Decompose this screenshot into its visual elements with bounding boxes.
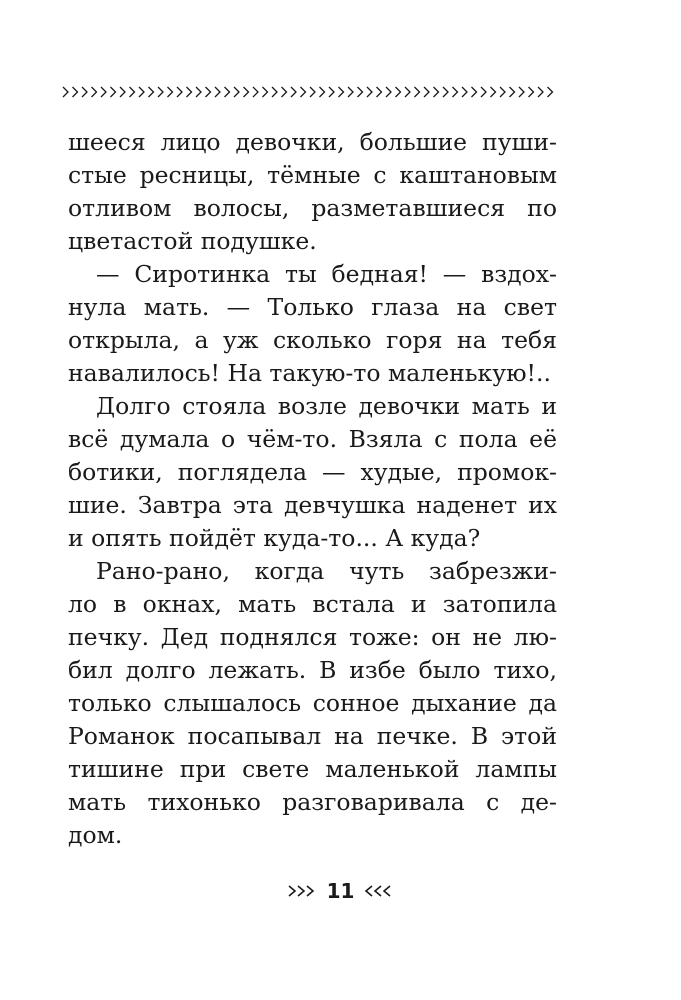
ornament-chevron xyxy=(339,87,344,97)
ornament-chevron xyxy=(63,87,68,97)
ornament-chevron xyxy=(348,87,353,97)
ornament-chevron xyxy=(405,87,410,97)
ornament-chevron xyxy=(206,87,211,97)
text-line: тишине при свете маленькой лампы xyxy=(68,755,557,783)
text-line: Романок посапывал на печке. В этой xyxy=(68,722,557,750)
text-line: дом. xyxy=(68,821,123,849)
text-line: ботики, поглядела — худые, промок- xyxy=(68,458,557,486)
ornament-chevron xyxy=(282,87,287,97)
ornament-chevron xyxy=(443,87,448,97)
ornament-chevron xyxy=(529,87,534,97)
ornament-chevron xyxy=(92,87,97,97)
text-line: бил долго лежать. В избе было тихо, xyxy=(68,656,557,684)
chevrons-left-icon xyxy=(364,884,394,898)
ornament-chevron xyxy=(519,87,524,97)
header-ornament xyxy=(62,84,554,100)
ornament-chevron xyxy=(272,87,277,97)
text-line: Долго стояла возле девочки мать и xyxy=(96,392,557,420)
page-number: 11 xyxy=(326,879,355,903)
ornament-chevron xyxy=(377,87,382,97)
ornament-chevron xyxy=(481,87,486,97)
text-line: шееся лицо девочки, большие пуши- xyxy=(68,128,557,156)
ornament-chevron xyxy=(301,87,306,97)
text-line: открыла, а уж сколько горя на тебя xyxy=(68,326,557,354)
text-line: отливом волосы, разметавшиеся по xyxy=(68,194,557,222)
ornament-chevron xyxy=(82,87,87,97)
ornament-chevron xyxy=(510,87,515,97)
ornament-chevron xyxy=(548,87,553,97)
ornament-chevron xyxy=(263,87,268,97)
ornament-chevron xyxy=(462,87,467,97)
ornament-chevron xyxy=(367,87,372,97)
ornament-chevron xyxy=(225,87,230,97)
text-line: мать тихонько разговаривала с де- xyxy=(68,788,557,816)
text-line: и опять пойдёт куда-то... А куда? xyxy=(68,524,481,552)
ornament-chevron xyxy=(234,87,239,97)
ornament-chevron xyxy=(196,87,201,97)
text-line: всё думала о чём-то. Взяла с пола её xyxy=(68,425,557,453)
ornament-chevron xyxy=(158,87,163,97)
ornament-chevron xyxy=(453,87,458,97)
ornament-chevron xyxy=(244,87,249,97)
ornament-chevron xyxy=(538,87,543,97)
ornament-chevron xyxy=(168,87,173,97)
ornament-chevron xyxy=(500,87,505,97)
ornament-chevron xyxy=(424,87,429,97)
ornament-chevron xyxy=(120,87,125,97)
ornament-chevron xyxy=(329,87,334,97)
ornament-chevron xyxy=(434,87,439,97)
text-line: навалилось! На такую-то маленькую!.. xyxy=(68,359,551,387)
ornament-chevron xyxy=(472,87,477,97)
ornament-chevron xyxy=(177,87,182,97)
text-line: нула мать. — Только глаза на свет xyxy=(68,293,557,321)
text-line: шие. Завтра эта девчушка наденет их xyxy=(68,491,557,519)
chevron-row-icon xyxy=(62,84,554,100)
text-line: ло в окнах, мать встала и затопила xyxy=(68,590,557,618)
ornament-chevron xyxy=(310,87,315,97)
ornament-chevron xyxy=(187,87,192,97)
page-body-text xyxy=(68,126,557,852)
ornament-chevron xyxy=(291,87,296,97)
ornament-chevron xyxy=(396,87,401,97)
ornament-chevron xyxy=(73,87,78,97)
ornament-chevron xyxy=(320,87,325,97)
text-line: — Сиротинка ты бедная! — вздох- xyxy=(96,260,557,288)
ornament-chevron xyxy=(111,87,116,97)
ornament-chevron xyxy=(415,87,420,97)
page-footer xyxy=(0,876,681,906)
text-line: только слышалось сонное дыхание да xyxy=(68,689,557,717)
text-line: цветастой подушке. xyxy=(68,227,317,255)
ornament-chevron xyxy=(491,87,496,97)
text-line: печку. Дед поднялся тоже: он не лю- xyxy=(68,623,557,651)
text-line: стые ресницы, тёмные с каштановым xyxy=(68,161,557,189)
ornament-chevron xyxy=(215,87,220,97)
text-line: Рано-рано, когда чуть забрезжи- xyxy=(96,557,557,585)
ornament-chevron xyxy=(139,87,144,97)
chevrons-right-icon xyxy=(287,884,317,898)
ornament-chevron xyxy=(149,87,154,97)
ornament-chevron xyxy=(130,87,135,97)
ornament-chevron xyxy=(101,87,106,97)
ornament-chevron xyxy=(386,87,391,97)
ornament-chevron xyxy=(253,87,258,97)
ornament-chevron xyxy=(358,87,363,97)
